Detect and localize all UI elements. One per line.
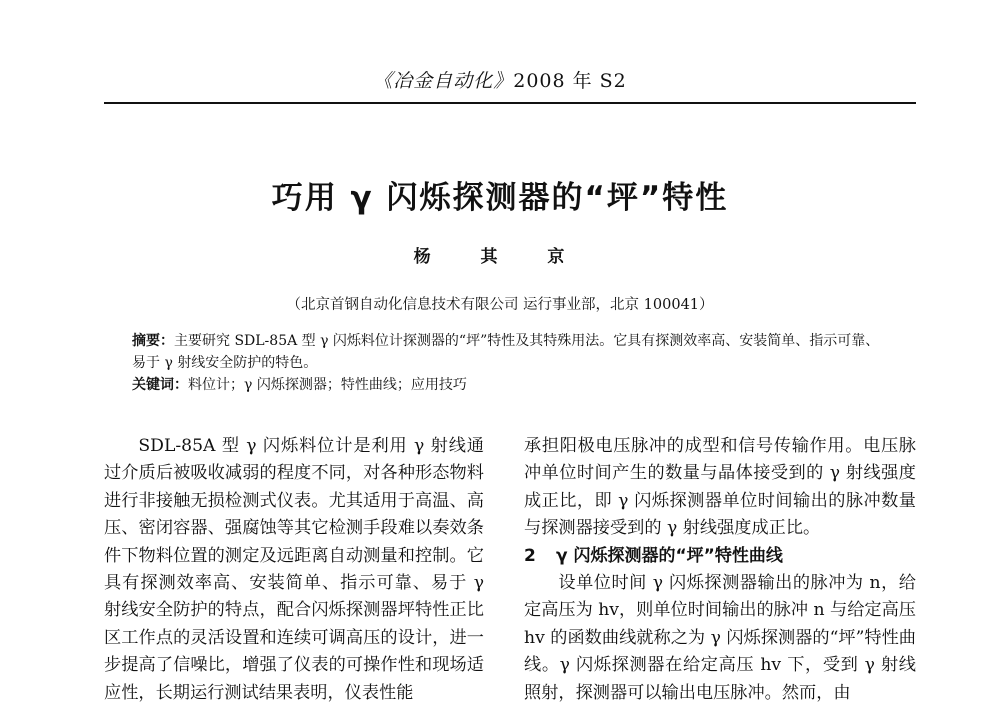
left-paragraph: SDL-85A 型 γ 闪烁料位计是利用 γ 射线通过介质后被吸收减弱的程度不同，对各种形态物料进行非接触无损检测式仪表。尤其适用于高温、高压、密闭容器、强腐蚀等其它检测手段难以奏效条件下物料位置的测定及远距离自动测量和控制。它具有探测效率高、安装简单、指示可靠、易于 γ 射线安全防护的特点，配合闪烁探测器坪特性正比区工作点的灵活设置和连续可调高压的设计，进一步提高了信噪比，增强了仪表的可操作性和现场适应性，长期运行测试结果表明，仪表性能: [104, 436, 484, 703]
journal-title: 《冶金自动化》: [373, 70, 514, 92]
abstract-label: 摘要：: [132, 333, 174, 349]
journal-issue: 2008 年 S2: [513, 70, 627, 92]
article-author: 杨 其 京: [413, 247, 587, 267]
section-heading: [524, 543, 916, 570]
keywords-label: 关键词：: [132, 377, 188, 393]
author-affiliation: （北京首钢自动化信息技术有限公司 运行事业部，北京 100041）: [286, 297, 714, 313]
header-rule: [104, 102, 916, 104]
right-paragraph-2: 设单位时间 γ 闪烁探测器输出的脉冲为 n，给定高压为 hv，则单位时间输出的脉冲 n 与给定高压 hv 的函数曲线就称之为 γ 闪烁探测器的“坪”特性曲线。γ 闪烁探测器在给定高压 hv 下，受到 γ 射线照射，探测器可以输出电压脉冲。然而，由: [524, 573, 916, 703]
section-title: γ 闪烁探测器的“坪”特性曲线: [556, 545, 783, 566]
abstract: [132, 330, 884, 374]
section-number: 2: [524, 545, 536, 566]
keywords: [132, 374, 884, 396]
article-title: 巧用 γ 闪烁探测器的“坪”特性: [271, 180, 729, 216]
right-column: [524, 433, 916, 707]
right-paragraph-1: 承担阳极电压脉冲的成型和信号传输作用。电压脉冲单位时间产生的数量与晶体接受到的 γ 射线强度成正比，即 γ 闪烁探测器单位时间输出的脉冲数量与探测器接受到的 γ 射线强度成正比。: [524, 436, 916, 539]
abstract-text: 主要研究 SDL-85A 型 γ 闪烁料位计探测器的“坪”特性及其特殊用法。它具有探测效率高、安装简单、指示可靠、易于 γ 射线安全防护的特色。: [132, 333, 880, 371]
journal-header: [0, 66, 1000, 93]
keywords-text: 料位计；γ 闪烁探测器；特性曲线；应用技巧: [188, 377, 467, 393]
left-column: [104, 433, 484, 707]
